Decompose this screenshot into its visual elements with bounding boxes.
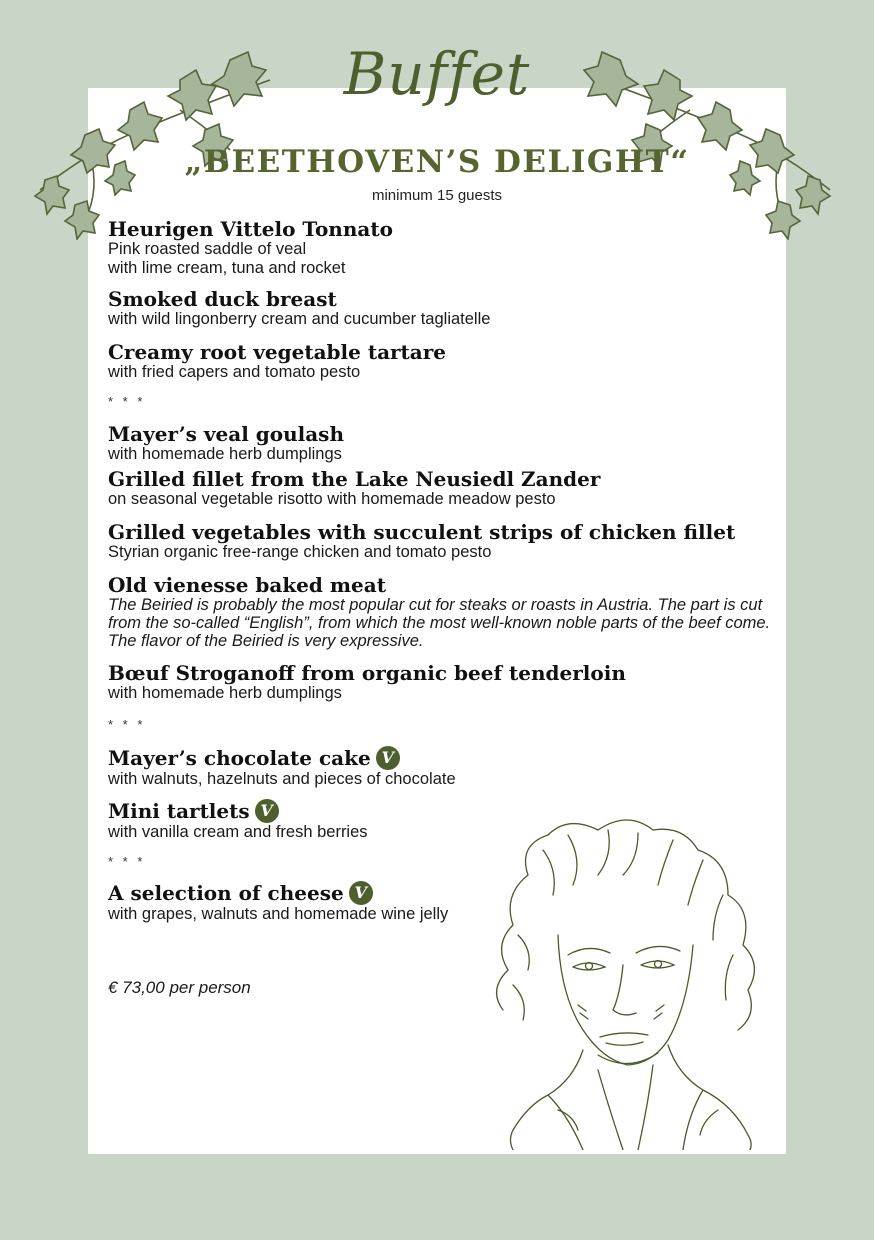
menu-item	[108, 746, 778, 789]
menu-item-description: The Beiried is probably the most popular cut for steaks or roasts in Austria. The part is cut from the so-called “English”, from which the most well-known noble parts of the beef come. The flavor of the Beiried is very expressive.	[108, 596, 771, 650]
vegetarian-badge-icon: V	[255, 799, 279, 823]
page-title: „BEETHOVEN’S DELIGHT“	[184, 144, 690, 180]
menu-item-description: Styrian organic free-range chicken and tomato pesto	[108, 543, 492, 561]
menu-item	[108, 468, 778, 509]
menu-item-description: with vanilla cream and fresh berries	[108, 823, 368, 841]
menu-item	[108, 288, 778, 329]
menu-item-name: Bœuf Stroganoff from organic beef tenderloin	[108, 661, 626, 685]
menu-item-title: A selection of cheese	[108, 881, 344, 905]
menu-item-description: with homemade herb dumplings	[108, 445, 342, 463]
buffet-script-title: Buffet	[343, 40, 531, 108]
menu-item-name: Creamy root vegetable tartare	[108, 340, 447, 364]
menu-item-name	[108, 746, 778, 770]
menu-item-name: Mayer’s veal goulash	[108, 422, 344, 446]
section-separator: * * *	[108, 717, 146, 732]
menu-item-description: with homemade herb dumplings	[108, 684, 342, 702]
menu-item	[108, 423, 778, 464]
vegetarian-badge-icon: V	[376, 746, 400, 770]
section-separator: * * *	[108, 854, 146, 869]
menu-item	[108, 218, 778, 278]
menu-item	[108, 341, 778, 382]
menu-item-name: Heurigen Vittelo Tonnato	[108, 217, 393, 241]
menu-item-description: with wild lingonberry cream and cucumber tagliatelle	[108, 310, 491, 328]
section-separator: * * *	[108, 394, 146, 409]
menu-item-name: Grilled fillet from the Lake Neusiedl Zander	[108, 467, 601, 491]
menu-item-name: Grilled vegetables with succulent strips of chicken fillet	[108, 520, 736, 544]
menu-item	[108, 662, 778, 703]
menu-item	[108, 521, 778, 562]
menu-item	[108, 574, 778, 650]
menu-item-description: with fried capers and tomato pesto	[108, 363, 361, 381]
menu-item-title: Mayer’s chocolate cake	[108, 746, 371, 770]
menu-item-title: Mini tartlets	[108, 799, 250, 823]
vegetarian-badge-icon: V	[349, 881, 373, 905]
menu-item-description: with grapes, walnuts and homemade wine jelly	[108, 905, 449, 923]
menu-item-name: Smoked duck breast	[108, 287, 337, 311]
guest-minimum-note: minimum 15 guests	[371, 187, 503, 204]
menu-item-description: with walnuts, hazelnuts and pieces of chocolate	[108, 770, 456, 788]
beethoven-portrait-sketch	[488, 815, 778, 1150]
price-per-person: € 73,00 per person	[108, 978, 251, 997]
menu-item-name: Old vienesse baked meat	[108, 573, 386, 597]
menu-item-description: on seasonal vegetable risotto with homemade meadow pesto	[108, 490, 556, 508]
menu-item-description: Pink roasted saddle of veal with lime cream, tuna and rocket	[108, 240, 346, 277]
